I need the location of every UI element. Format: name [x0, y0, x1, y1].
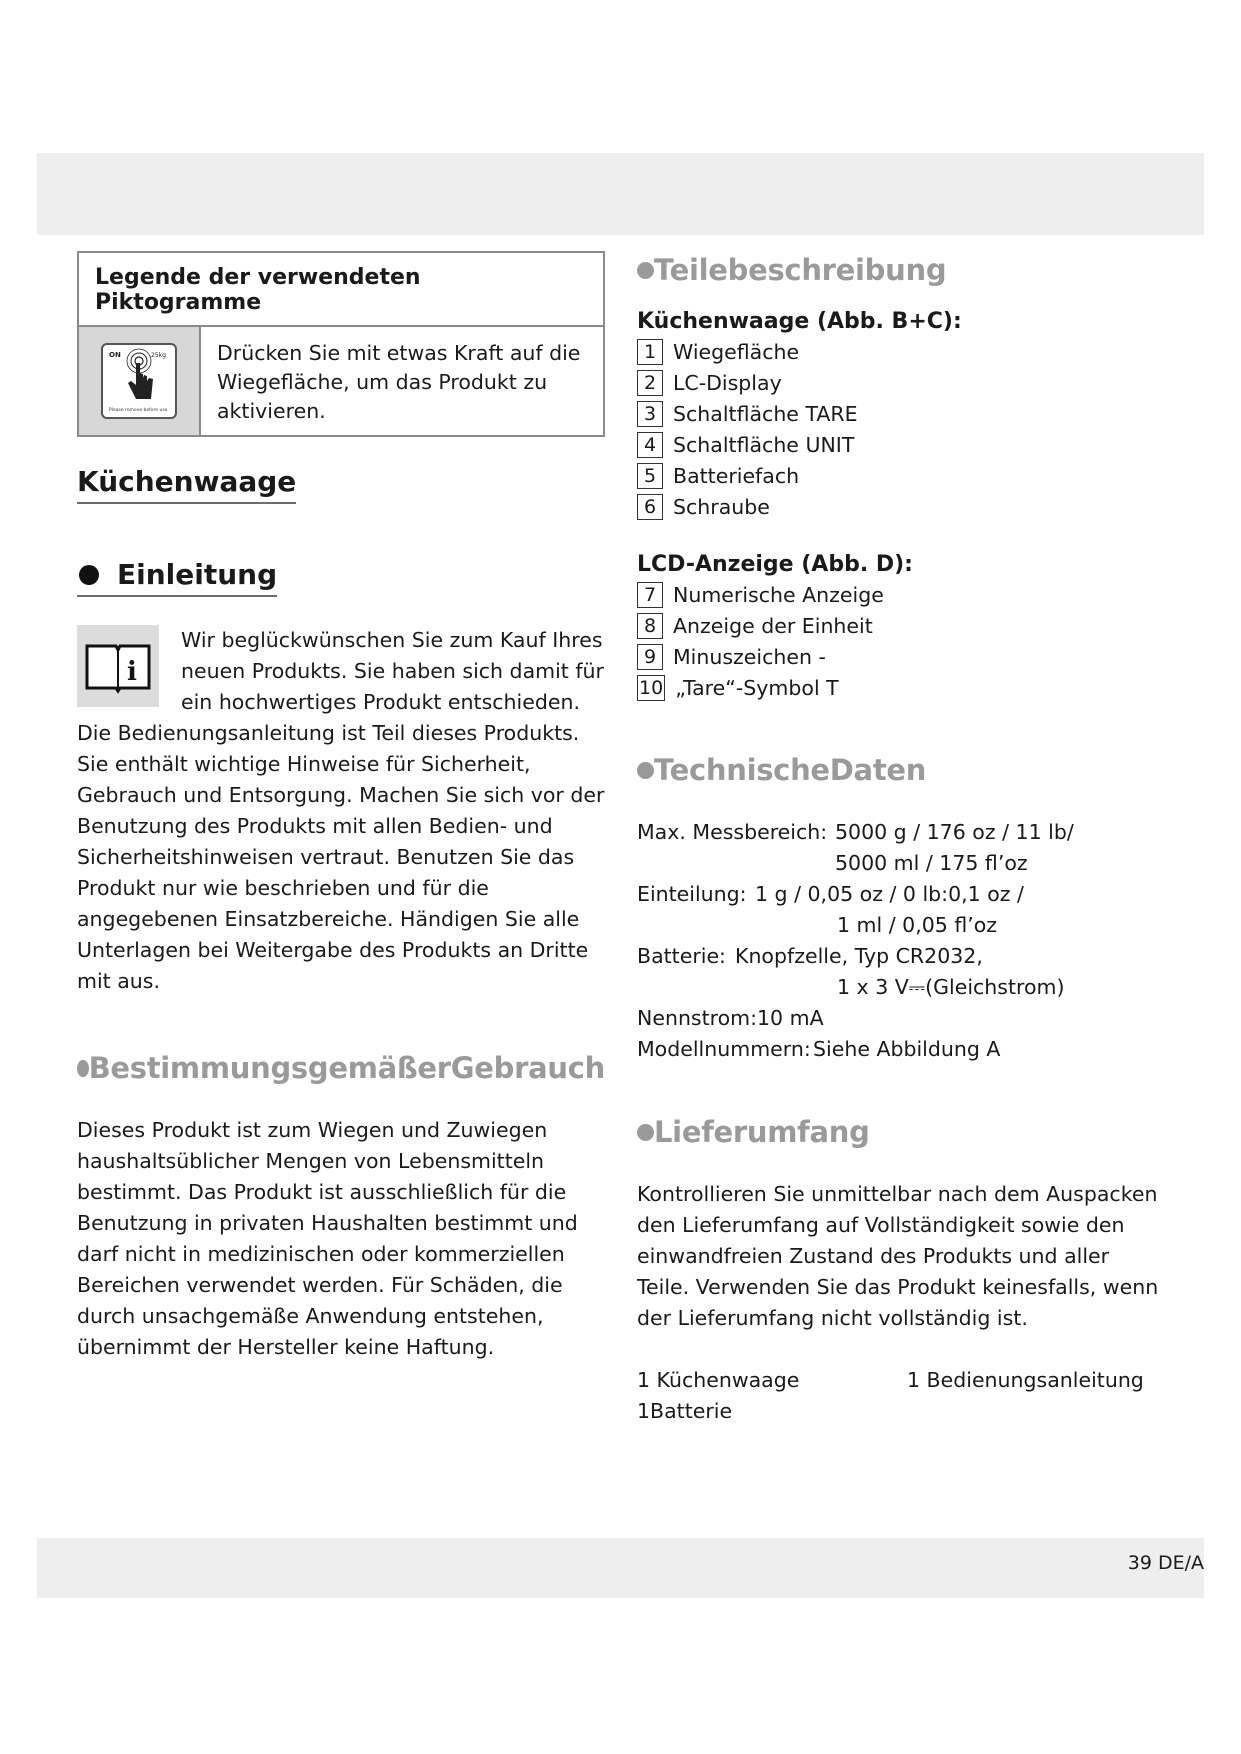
bullet-icon	[79, 565, 99, 585]
list-item: 2 LC-Display	[637, 367, 1165, 398]
intended-use-heading-text: BestimmungsgemäßerGebrauch	[88, 1051, 605, 1085]
svg-text:i: i	[127, 657, 137, 687]
list-item: 1 Wiegefläche	[637, 336, 1165, 367]
parts-heading	[637, 253, 1165, 287]
spec-row: Batterie: Knopfzelle, Typ CR2032, 1 x 3 V⎓(Gleichstrom)	[637, 944, 1065, 999]
bullet-icon	[637, 1124, 654, 1141]
intro-section	[77, 625, 605, 997]
bullet-icon	[77, 1060, 89, 1077]
spec-row: Modellnummern: Siehe Abbildung A	[637, 1037, 1001, 1061]
bullet-icon	[637, 262, 654, 279]
legend-row	[79, 327, 603, 435]
intro-heading	[77, 558, 277, 597]
lcd-parts-heading: LCD-Anzeige (Abb. D):	[637, 552, 913, 577]
list-item: 3 Schaltfläche TARE	[637, 398, 1165, 429]
footer-band	[37, 1538, 1204, 1598]
spec-row: Max. Messbereich: 5000 g / 176 oz / 11 lb/ 5000 ml / 175 fl’oz	[637, 820, 1074, 875]
legend-text: Drücken Sie mit etwas Kraft auf die Wiegefläche, um das Produkt zu aktivieren.	[217, 341, 581, 423]
parts-heading-text: Teilebeschreibung	[654, 253, 947, 287]
list-item: 4 Schaltfläche UNIT	[637, 429, 1165, 460]
header-band	[37, 153, 1204, 235]
intro-heading-text: Einleitung	[117, 558, 278, 591]
list-item: 10 „Tare“-Symbol T	[639, 675, 839, 700]
product-title: Küchenwaage	[77, 465, 296, 504]
tech-table	[637, 817, 1165, 1065]
tech-heading-text: TechnischeDaten	[654, 753, 927, 787]
svg-text:25kg: 25kg	[151, 352, 166, 359]
tech-heading	[637, 753, 1165, 787]
svg-text:ON: ON	[109, 351, 121, 359]
scale-parts-list	[637, 336, 1165, 522]
list-item: 8 Anzeige der Einheit	[637, 610, 1165, 641]
intro-text: Wir beglückwünschen Sie zum Kauf Ihres neuen Produkts. Sie haben sich damit für ein hochwertiges Produkt entschieden. Die Bedienungsanleitung ist Teil dieses Produkts. Sie enthält wichtige Hinweise für Sicherheit, Gebrauch und Entsorgung. Machen Sie sich vor der Benutzung des Produkts mit allen Bedien- und Sicherheitshinweisen vertraut. Benutzen Sie das Produkt nur wie beschrieben und für die angegebenen Einsatzbereiche. Händigen Sie alle Unterlagen bei Weitergabe des Produkts an Dritte mit aus.	[77, 628, 605, 993]
delivery-heading-text: Lieferumfang	[654, 1115, 870, 1149]
spec-row: Einteilung: 1 g / 0,05 oz / 0 lb:0,1 oz / 1 ml / 0,05 fl’oz	[637, 882, 1024, 937]
info-book-icon	[77, 625, 159, 707]
spec-row: Nennstrom: 10 mA	[637, 1006, 824, 1030]
lcd-parts-list	[637, 579, 1165, 703]
list-item: 7 Numerische Anzeige	[637, 579, 1165, 610]
scale-parts-heading: Küchenwaage (Abb. B+C):	[637, 309, 962, 334]
list-item: 5 Batteriefach	[637, 460, 1165, 491]
list-item: 1Batterie	[637, 1399, 733, 1423]
press-hand-icon	[101, 343, 177, 419]
bullet-icon	[637, 762, 654, 779]
left-column	[77, 251, 605, 1363]
intended-use-text: Dieses Produkt ist zum Wiegen und Zuwiegen haushaltsüblicher Mengen von Lebensmitteln bestimmt. Das Produkt ist ausschließlich für die Benutzung in privaten Haushalten bestimmt und darf nicht in medizinischen oder kommerziellen Bereichen verwendet werden. Für Schäden, die durch unsachgemäße Anwendung entstehen, übernimmt der Hersteller keine Haftung.	[77, 1118, 578, 1359]
delivery-items	[637, 1365, 1165, 1427]
list-item: 1 Bedienungsanleitung	[907, 1368, 1144, 1392]
list-item: 1 Küchenwaage	[637, 1368, 800, 1392]
legend-icon-cell	[79, 327, 201, 435]
intended-use-heading	[77, 1051, 605, 1085]
delivery-text: Kontrollieren Sie unmittelbar nach dem Auspacken den Lieferumfang auf Vollständigkeit sowie den einwandfreien Zustand des Produkts und aller Teile. Verwenden Sie das Produkt keinesfalls, wenn der Lieferumfang nicht vollständig ist.	[637, 1182, 1159, 1330]
list-item: 6 Schraube	[637, 491, 1165, 522]
svg-text:Please remove before use: Please remove before use	[109, 408, 168, 413]
list-item: 9 Minuszeichen -	[637, 641, 1165, 672]
legend-box	[77, 251, 605, 437]
legend-title: Legende der verwendeten Piktogramme	[79, 253, 603, 327]
right-column	[637, 251, 1165, 1427]
page-number: 39 DE/A	[1127, 1552, 1204, 1574]
delivery-heading	[637, 1115, 1165, 1149]
